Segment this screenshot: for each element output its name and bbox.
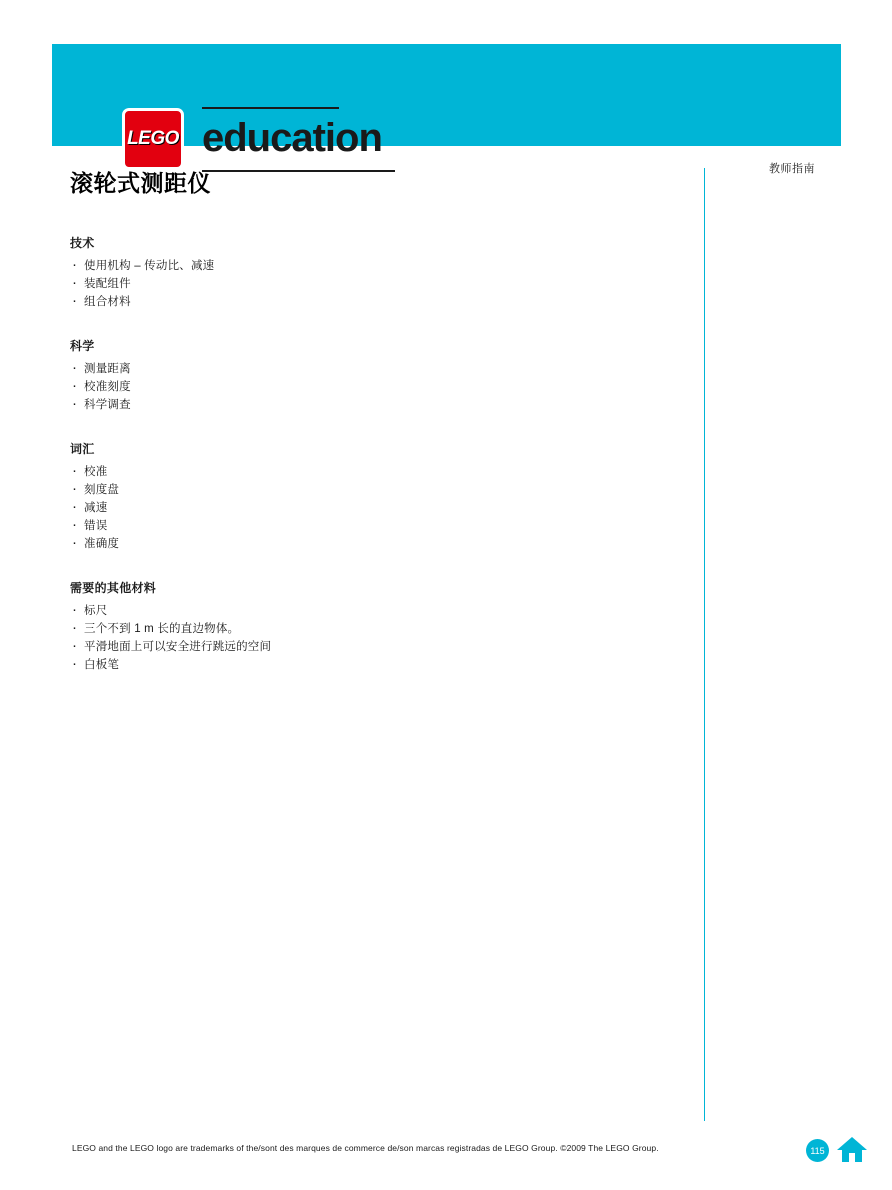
header-band (52, 44, 841, 175)
section-technology (70, 234, 680, 311)
section-heading: 需要的其他材料 (70, 581, 157, 595)
bullet-list (70, 463, 680, 553)
list-item: · 准确度 (70, 535, 680, 553)
page-number-badge: 115 (806, 1139, 829, 1162)
list-item: · 装配组件 (70, 275, 680, 293)
lego-logo (122, 108, 184, 170)
section-other-materials (70, 579, 680, 674)
section-heading: 词汇 (70, 442, 95, 456)
section-heading: 技术 (70, 236, 95, 250)
page-title: 滚轮式测距仪 (70, 170, 211, 196)
list-item: · 标尺 (70, 602, 680, 620)
list-item: · 校准刻度 (70, 378, 680, 396)
teacher-guide-label: 教师指南 (769, 163, 815, 175)
list-item: · 三个不到 1 m 长的直边物体。 (70, 620, 680, 638)
bullet-list (70, 257, 680, 311)
list-item: · 测量距离 (70, 360, 680, 378)
list-item: · 刻度盘 (70, 481, 680, 499)
vertical-divider (704, 168, 705, 1121)
bullet-list (70, 360, 680, 414)
content-column (70, 168, 680, 674)
bullet-list (70, 602, 680, 674)
section-vocabulary (70, 440, 680, 553)
footer-copyright: LEGO and the LEGO logo are trademarks of the/sont des marques de commerce de/son marcas registradas de LEGO Group. ©2009 The LEGO Group. (72, 1143, 659, 1153)
list-item: · 使用机构 – 传动比、减速 (70, 257, 680, 275)
list-item: · 白板笔 (70, 656, 680, 674)
lego-logo-text: LEGO (127, 128, 179, 149)
section-heading: 科学 (70, 339, 95, 353)
brand-rule-top (202, 107, 339, 109)
home-icon[interactable] (836, 1134, 868, 1164)
list-item: · 减速 (70, 499, 680, 517)
list-item: · 科学调查 (70, 396, 680, 414)
section-science (70, 337, 680, 414)
brand-word: education (202, 116, 382, 160)
list-item: · 平滑地面上可以安全进行跳远的空间 (70, 638, 680, 656)
list-item: · 校准 (70, 463, 680, 481)
list-item: · 错误 (70, 517, 680, 535)
list-item: · 组合材料 (70, 293, 680, 311)
